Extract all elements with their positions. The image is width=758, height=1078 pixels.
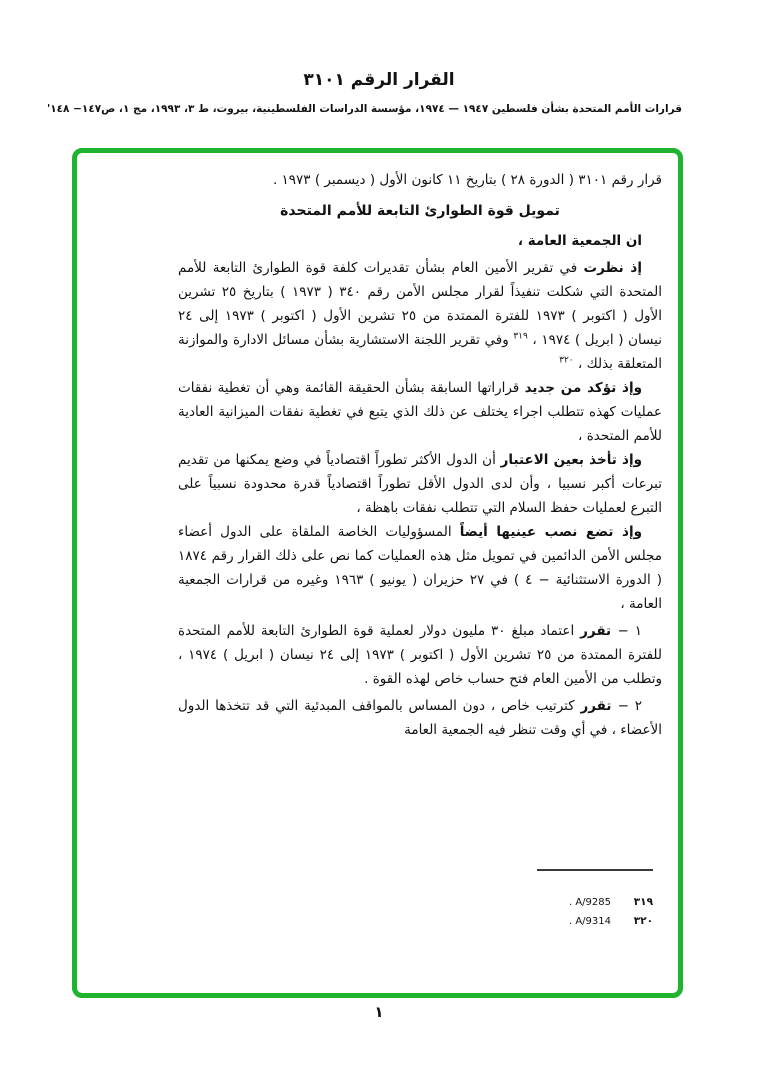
- source-citation: قرارات الأمم المتحدة بشأن فلسطين ١٩٤٧ — ١٩٧٤، مؤسسة الدراسات الفلسطينية، بيروت، ط ٣، ١٩٩٣، مج ١، ص١٤٧− ١٤٨': [47, 103, 682, 115]
- paragraph-text: في تقرير الأمين العام بشأن تقديرات كلفة قوة الطوارئ التابعة للأمم المتحدة التي شكلت تنفيذاً لقرار مجلس الأمن رقم ٣٤٠ ( ١٩٧٣ ) بتاريخ ٢٥ تشرين الأول ( اكتوبر ) ١٩٧٣ للفترة الممتدة من ٢٥ تشرين الأول ( اكتوبر ) ١٩٧٣ إلى ٢٤ نيسان ( ابريل ) ١٩٧٤ ،: [178, 260, 663, 348]
- paragraph-lead: وإذ تؤكد من جديد: [524, 380, 642, 396]
- resolution-body: [178, 167, 662, 742]
- preamble-paragraph-4: [178, 520, 662, 616]
- preamble-paragraph-2: [178, 376, 662, 448]
- footnote-document-code: A/9314 .: [568, 916, 611, 927]
- paragraph-text: كترتيب خاص ، دون المساس بالمواقف المبدئية التي قد تتخذها الدول الأعضاء ، في أي وقت تنظر فيه الجمعية العامة: [178, 698, 662, 738]
- item-number: ١ −: [617, 623, 642, 639]
- page-number: ١: [374, 1003, 384, 1021]
- footnote-separator: [537, 869, 653, 871]
- paragraph-text: قراراتها السابقة بشأن الحقيقة القائمة وهي أن تغطية نفقات عمليات كهذه تتطلب اجراء يختلف عن ذلك الذي يتبع في تغطية نفقات الميزانية العادية للأمم المتحدة ،: [178, 380, 662, 444]
- paragraph-lead: إذ نظرت: [583, 260, 642, 276]
- footnote-number: ٣١٩: [633, 896, 653, 908]
- footnote-block: [569, 896, 653, 927]
- paragraph-lead: وإذ تضع نصب عينيها أيضاً: [459, 524, 642, 540]
- footnote-marker-319: ٣١٩: [513, 331, 528, 342]
- footnote-319: [569, 896, 653, 908]
- paragraph-text: اعتماد مبلغ ٣٠ مليون دولار لعملية قوة الطوارئ التابعة للأمم المتحدة للفترة الممتدة من ٢٥ تشرين الأول ( اكتوبر ) ١٩٧٣ إلى ٢٤ نيسان ( ابريل ) ١٩٧٤ ، وتطلب من الأمين العام فتح حساب خاص لهذه القوة .: [178, 623, 662, 687]
- salutation: ان الجمعية العامة ،: [517, 233, 642, 249]
- paragraph-lead: تقرر: [580, 698, 618, 714]
- resolution-heading: تمويل قوة الطوارئ التابعة للأمم المتحدة: [280, 203, 560, 219]
- resolution-frame: [72, 148, 683, 998]
- page-title: القرار الرقم ٣١٠١: [303, 70, 455, 90]
- footnote-number: ٣٢٠: [633, 915, 653, 927]
- footnote-marker-320: ٣٢٠: [559, 355, 574, 366]
- paragraph-text: وفي تقرير اللجنة الاستشارية بشأن مسائل الادارة والموازنة المتعلقة بذلك ،: [178, 332, 662, 372]
- paragraph-text: أن الدول الأكثر تطوراً اقتصادياً في وضع يمكنها من تقديم تبرعات أكبر نسبيا ، وأن لدى الدول الأقل تطوراً اقتصادياً قدرة محدودة نسبياً على التبرع لعمليات حفظ السلام التي تتطلب نفقات باهظة ،: [178, 452, 662, 516]
- paragraph-lead: تقرر: [580, 623, 618, 639]
- preamble-paragraph-1: [178, 256, 662, 376]
- resolution-intro: قرار رقم ٣١٠١ ( الدورة ٢٨ ) بتاريخ ١١ كانون الأول ( ديسمبر ) ١٩٧٣ .: [272, 172, 662, 188]
- footnote-320: [569, 915, 653, 927]
- operative-paragraph-2: [178, 694, 662, 742]
- item-number: ٢ −: [617, 698, 643, 714]
- preamble-paragraph-3: [178, 448, 662, 520]
- operative-paragraph-1: [178, 619, 662, 691]
- footnote-document-code: A/9285 .: [568, 897, 611, 908]
- paragraph-text: المسؤوليات الخاصة الملقاة على الدول أعضاء مجلس الأمن الدائمين في تمويل مثل هذه العمليات كما نص على ذلك القرار رقم ١٨٧٤ ( الدورة الاستثنائية − ٤ ) في ٢٧ حزيران ( يونيو ) ١٩٦٣ وغيره من قرارات الجمعية العامة ،: [178, 524, 662, 612]
- paragraph-lead: وإذ تأخذ بعين الاعتبار: [500, 452, 642, 468]
